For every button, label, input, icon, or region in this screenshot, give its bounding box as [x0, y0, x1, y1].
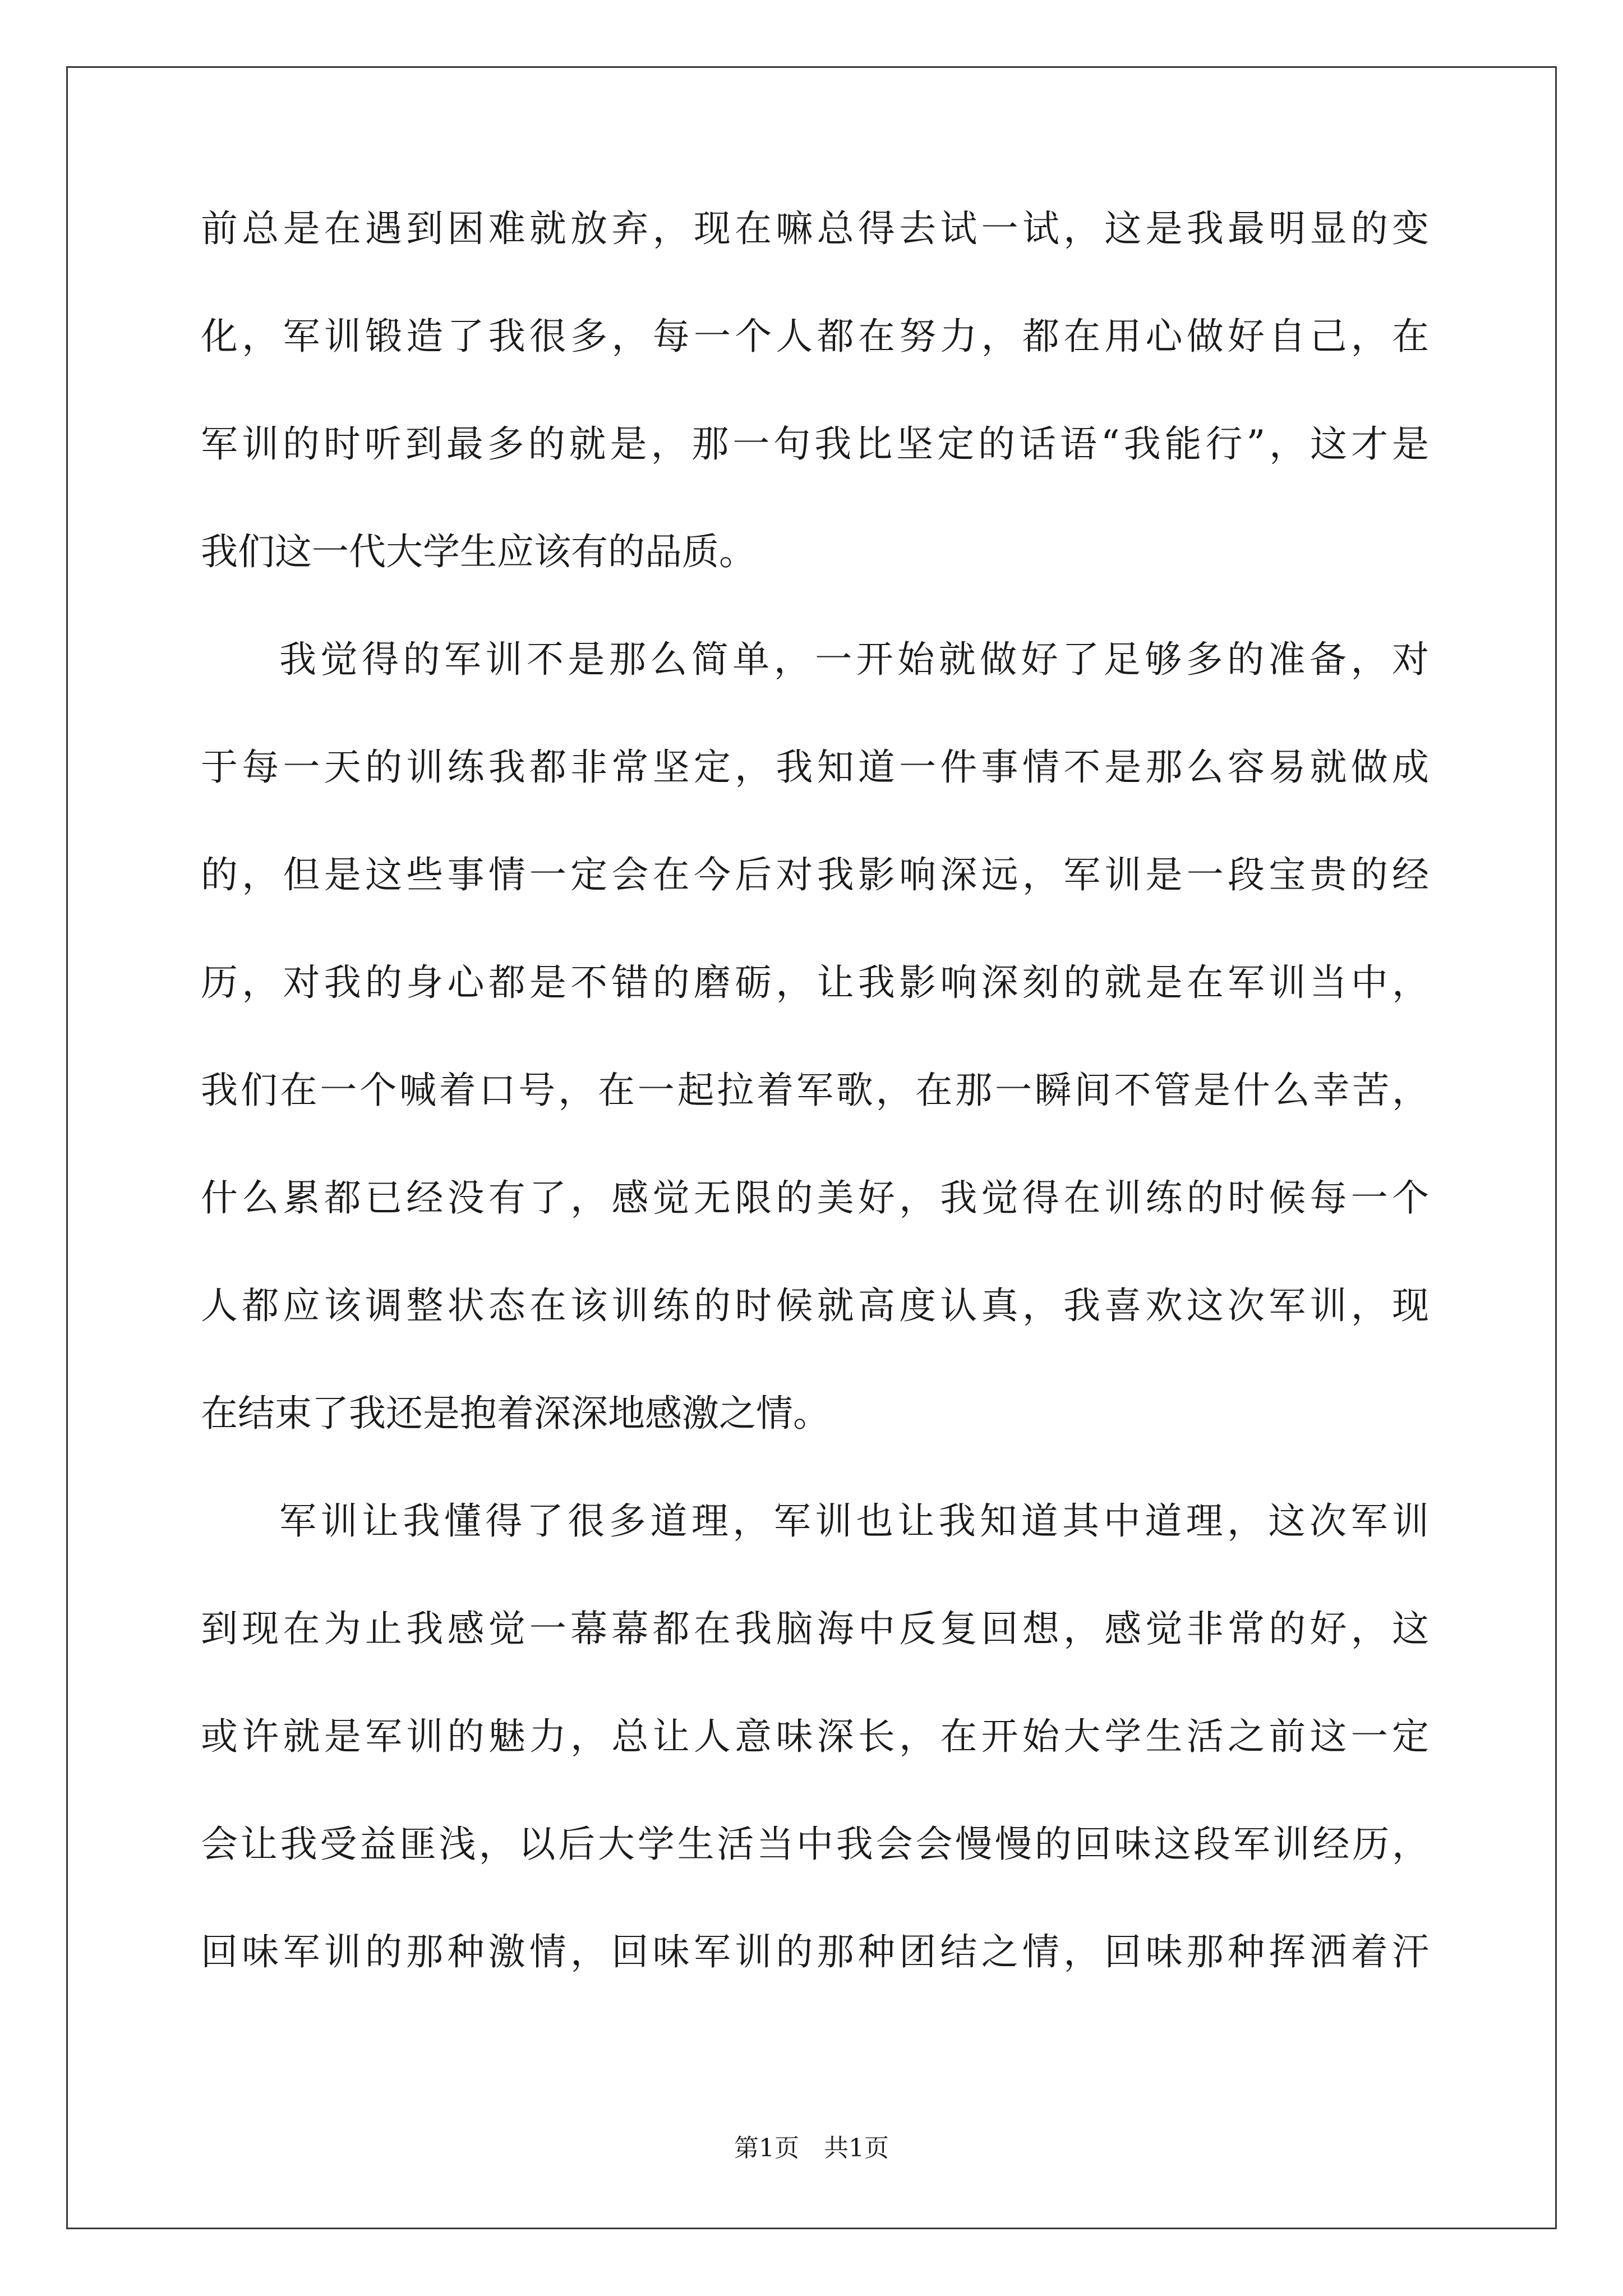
document-body — [201, 207, 1429, 2041]
text-line: 什么累都已经没有了，感觉无限的美好，我觉得在训练的时候每一个 — [201, 1176, 1429, 1220]
text-line: 于每一天的训练我都非常坚定，我知道一件事情不是那么容易就做成 — [201, 746, 1429, 789]
page-number-footer: 第1页 共1页 — [734, 2134, 889, 2162]
text-line: 我们在一个喊着口号，在一起拉着军歌，在那一瞬间不管是什么幸苦， — [201, 1069, 1429, 1112]
text-line: 回味军训的那种激情，回味军训的那种团结之情，回味那种挥洒着汗 — [201, 1930, 1429, 1973]
text-line: 军训的时听到最多的就是，那一句我比坚定的话语“我能行”，这才是 — [201, 422, 1429, 466]
text-line: 会让我受益匪浅，以后大学生活当中我会会慢慢的回味这段军训经历， — [201, 1823, 1429, 1866]
paragraph-start-line: 我觉得的军训不是那么简单，一开始就做好了足够多的准备，对 — [279, 638, 1429, 681]
text-line: 在结束了我还是抱着深深地感激之情。 — [201, 1392, 830, 1435]
text-line: 前总是在遇到困难就放弃，现在嘛总得去试一试，这是我最明显的变 — [201, 207, 1429, 250]
text-line: 的，但是这些事情一定会在今后对我影响深远，军训是一段宝贵的经 — [201, 853, 1429, 896]
text-line: 化，军训锻造了我很多，每一个人都在努力，都在用心做好自己，在 — [201, 315, 1429, 358]
text-line: 人都应该调整状态在该训练的时候就高度认真，我喜欢这次军训，现 — [201, 1284, 1429, 1327]
text-line: 我们这一代大学生应该有的品质。 — [201, 530, 756, 573]
text-line: 历，对我的身心都是不错的磨砺，让我影响深刻的就是在军训当中， — [201, 961, 1429, 1004]
text-line: 到现在为止我感觉一幕幕都在我脑海中反复回想，感觉非常的好，这 — [201, 1607, 1429, 1650]
text-line: 或许就是军训的魅力，总让人意味深长，在开始大学生活之前这一定 — [201, 1715, 1429, 1758]
paragraph-start-line: 军训让我懂得了很多道理，军训也让我知道其中道理，这次军训 — [279, 1499, 1429, 1543]
